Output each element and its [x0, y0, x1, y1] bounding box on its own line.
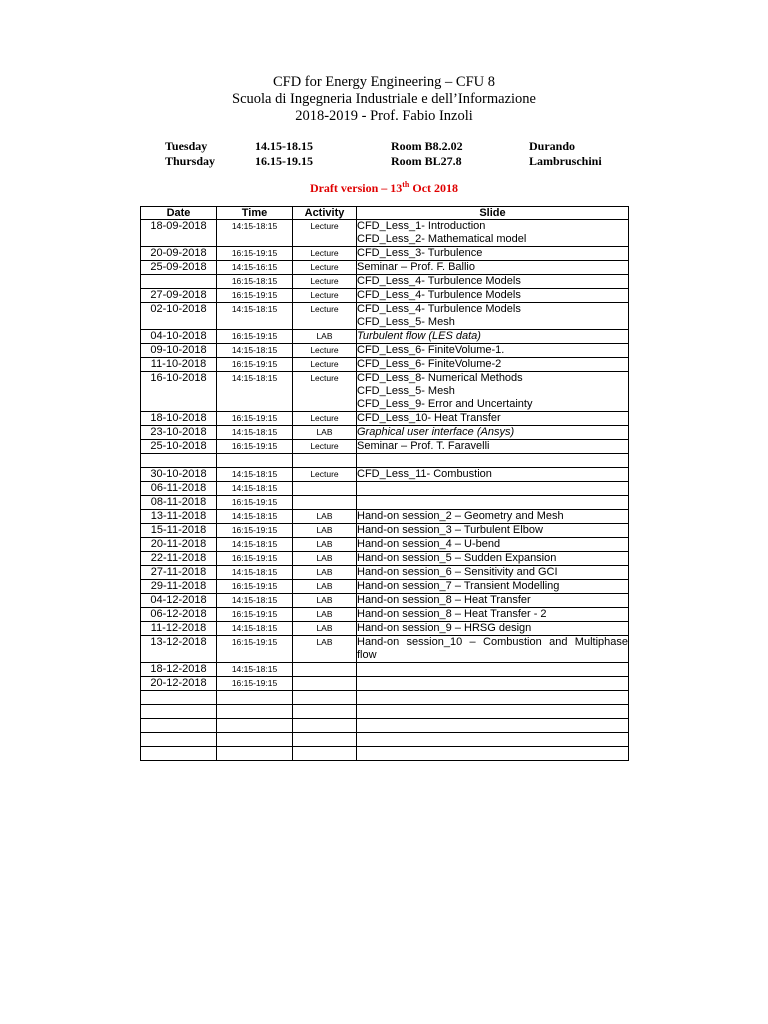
cell-time: 14:15-18:15 — [217, 426, 293, 440]
cell-time: 16:15-19:15 — [217, 677, 293, 691]
table-header-row — [141, 207, 629, 220]
slide-line: CFD_Less_1- Introduction — [357, 220, 486, 232]
table-row — [141, 412, 629, 426]
cell-date: 23-10-2018 — [141, 426, 217, 440]
slide-line: Hand-on session_3 – Turbulent Elbow — [357, 524, 543, 536]
cell-date: 20-09-2018 — [141, 247, 217, 261]
cell-activity: Lecture — [293, 440, 357, 454]
cell-slide — [357, 733, 629, 747]
cell-slide — [357, 496, 629, 510]
table-row — [141, 705, 629, 719]
column-header-slide: Slide — [357, 207, 629, 220]
cell-activity: LAB — [293, 330, 357, 344]
cell-slide — [357, 566, 629, 580]
cell-time — [217, 454, 293, 468]
slide-line — [357, 663, 628, 676]
cell-time: 16:15-19:15 — [217, 552, 293, 566]
cell-time — [217, 705, 293, 719]
table-row — [141, 566, 629, 580]
cell-date: 11-12-2018 — [141, 622, 217, 636]
slide-line: CFD_Less_5- Mesh — [357, 316, 455, 328]
cell-activity: LAB — [293, 538, 357, 552]
schedule-time: 16.15-19.15 — [255, 154, 313, 168]
slide-line: CFD_Less_10- Heat Transfer — [357, 412, 501, 424]
slide-line: Graphical user interface (Ansys) — [357, 426, 515, 438]
slide-line: CFD_Less_3- Turbulence — [357, 247, 483, 259]
cell-slide — [357, 747, 629, 761]
cell-date — [141, 705, 217, 719]
cell-slide — [357, 358, 629, 372]
cell-date: 13-12-2018 — [141, 636, 217, 663]
course-title: CFD for Energy Engineering – CFU 8 — [272, 74, 496, 90]
cell-time: 16:15-19:15 — [217, 608, 293, 622]
cell-date: 09-10-2018 — [141, 344, 217, 358]
slide-line — [357, 747, 628, 760]
cell-time: 16:15-19:15 — [217, 440, 293, 454]
cell-time: 14:15-18:15 — [217, 344, 293, 358]
cell-slide — [357, 220, 629, 247]
slide-line: CFD_Less_2- Mathematical model — [357, 233, 527, 245]
cell-activity — [293, 733, 357, 747]
cell-date: 04-12-2018 — [141, 594, 217, 608]
draft-sup: th — [402, 180, 410, 189]
cell-slide — [357, 289, 629, 303]
cell-activity: LAB — [293, 594, 357, 608]
cell-activity: LAB — [293, 510, 357, 524]
slide-line: CFD_Less_11- Combustion — [357, 468, 492, 480]
draft-suffix: Oct 2018 — [409, 181, 459, 195]
column-header-time: Time — [217, 207, 293, 220]
cell-time — [217, 691, 293, 705]
cell-activity: Lecture — [293, 358, 357, 372]
cell-activity: LAB — [293, 636, 357, 663]
table-row — [141, 594, 629, 608]
slide-line: Hand-on session_5 – Sudden Expansion — [357, 552, 557, 564]
slide-line: Hand-on session_10 – Combustion and Multiphase flow — [357, 636, 628, 661]
cell-slide — [357, 440, 629, 454]
cell-time: 16:15-19:15 — [217, 580, 293, 594]
cell-date: 20-12-2018 — [141, 677, 217, 691]
slide-line: Hand-on session_8 – Heat Transfer - 2 — [357, 608, 547, 620]
slide-line — [357, 705, 628, 718]
cell-date — [141, 691, 217, 705]
table-row — [141, 247, 629, 261]
cell-activity: LAB — [293, 580, 357, 594]
cell-time: 16:15-19:15 — [217, 636, 293, 663]
draft-version-note — [0, 180, 768, 196]
document-header — [0, 74, 768, 125]
cell-slide — [357, 524, 629, 538]
cell-slide — [357, 468, 629, 482]
cell-time: 16:15-19:15 — [217, 412, 293, 426]
slide-line — [357, 496, 628, 509]
cell-time: 16:15-19:15 — [217, 289, 293, 303]
cell-time — [217, 719, 293, 733]
cell-activity — [293, 719, 357, 733]
cell-time: 14:15-18:15 — [217, 468, 293, 482]
cell-date — [141, 747, 217, 761]
slide-line: CFD_Less_6- FiniteVolume-2 — [357, 358, 502, 370]
cell-activity — [293, 482, 357, 496]
cell-slide — [357, 275, 629, 289]
slide-line: Turbulent flow (LES data) — [357, 330, 481, 342]
cell-time: 14:15-18:15 — [217, 594, 293, 608]
cell-activity — [293, 747, 357, 761]
schedule-room: Room B8.2.02 — [391, 139, 463, 153]
table-row — [141, 747, 629, 761]
slide-line: Hand-on session_8 – Heat Transfer — [357, 594, 531, 606]
table-row — [141, 275, 629, 289]
slide-line: CFD_Less_4- Turbulence Models — [357, 303, 521, 315]
cell-date: 11-10-2018 — [141, 358, 217, 372]
table-row — [141, 510, 629, 524]
cell-time — [217, 747, 293, 761]
cell-time: 14:15-18:15 — [217, 663, 293, 677]
cell-activity: LAB — [293, 426, 357, 440]
cell-activity — [293, 454, 357, 468]
schedule-day: Tuesday — [165, 139, 208, 153]
table-row — [141, 677, 629, 691]
slide-line: CFD_Less_5- Mesh — [357, 385, 455, 397]
slide-line: Seminar – Prof. T. Faravelli — [357, 440, 490, 452]
slide-line: CFD_Less_8- Numerical Methods — [357, 372, 523, 384]
cell-slide — [357, 303, 629, 330]
cell-activity: Lecture — [293, 303, 357, 330]
cell-date: 27-09-2018 — [141, 289, 217, 303]
year-professor: 2018-2019 - Prof. Fabio Inzoli — [295, 108, 473, 124]
cell-time: 16:15-18:15 — [217, 275, 293, 289]
cell-slide — [357, 594, 629, 608]
cell-date: 18-12-2018 — [141, 663, 217, 677]
cell-slide — [357, 344, 629, 358]
cell-activity: LAB — [293, 552, 357, 566]
cell-time: 14:15-18:15 — [217, 622, 293, 636]
cell-activity: LAB — [293, 608, 357, 622]
cell-slide — [357, 261, 629, 275]
cell-date: 27-11-2018 — [141, 566, 217, 580]
table-row — [141, 426, 629, 440]
cell-slide — [357, 691, 629, 705]
cell-time — [217, 733, 293, 747]
slide-line: Hand-on session_2 – Geometry and Mesh — [357, 510, 564, 522]
cell-slide — [357, 705, 629, 719]
slide-line: Hand-on session_6 – Sensitivity and GCI — [357, 566, 558, 578]
table-row — [141, 358, 629, 372]
table-body — [141, 220, 629, 761]
cell-date: 13-11-2018 — [141, 510, 217, 524]
cell-activity: LAB — [293, 622, 357, 636]
cell-activity — [293, 705, 357, 719]
cell-activity: Lecture — [293, 468, 357, 482]
table-row — [141, 261, 629, 275]
cell-date: 22-11-2018 — [141, 552, 217, 566]
cell-date: 08-11-2018 — [141, 496, 217, 510]
cell-time: 14:15-18:15 — [217, 303, 293, 330]
cell-date — [141, 719, 217, 733]
cell-date: 20-11-2018 — [141, 538, 217, 552]
cell-slide — [357, 636, 629, 663]
table-row — [141, 303, 629, 330]
table-row — [141, 538, 629, 552]
cell-date: 04-10-2018 — [141, 330, 217, 344]
cell-activity: Lecture — [293, 247, 357, 261]
cell-slide — [357, 372, 629, 412]
cell-date: 02-10-2018 — [141, 303, 217, 330]
schedule-person: Lambruschini — [529, 154, 602, 168]
cell-slide — [357, 538, 629, 552]
cell-activity: LAB — [293, 524, 357, 538]
table-row — [141, 552, 629, 566]
cell-slide — [357, 622, 629, 636]
cell-time: 14:15-18:15 — [217, 482, 293, 496]
table-row — [141, 496, 629, 510]
cell-activity — [293, 677, 357, 691]
schedule-room: Room BL27.8 — [391, 154, 462, 168]
cell-slide — [357, 482, 629, 496]
cell-time: 16:15-19:15 — [217, 247, 293, 261]
slide-line — [357, 482, 628, 495]
cell-date: 29-11-2018 — [141, 580, 217, 594]
cell-activity: Lecture — [293, 344, 357, 358]
cell-date — [141, 454, 217, 468]
cell-slide — [357, 412, 629, 426]
cell-activity: Lecture — [293, 220, 357, 247]
cell-activity: Lecture — [293, 289, 357, 303]
slide-line: CFD_Less_6- FiniteVolume-1. — [357, 344, 505, 356]
table-row — [141, 289, 629, 303]
cell-date: 25-09-2018 — [141, 261, 217, 275]
cell-slide — [357, 719, 629, 733]
cell-activity: LAB — [293, 566, 357, 580]
cell-slide — [357, 677, 629, 691]
cell-date: 16-10-2018 — [141, 372, 217, 412]
slide-line — [357, 719, 628, 732]
draft-prefix: Draft version – 13 — [309, 181, 403, 195]
table-row — [141, 636, 629, 663]
column-header-date: Date — [141, 207, 217, 220]
slide-line — [357, 677, 628, 690]
cell-slide — [357, 580, 629, 594]
table-row — [141, 622, 629, 636]
cell-time: 14:15-18:15 — [217, 220, 293, 247]
slide-line: CFD_Less_4- Turbulence Models — [357, 289, 521, 301]
slide-line — [357, 454, 628, 467]
cell-date — [141, 733, 217, 747]
cell-activity — [293, 663, 357, 677]
cell-slide — [357, 663, 629, 677]
cell-time: 14:15-18:15 — [217, 566, 293, 580]
table-row — [141, 482, 629, 496]
cell-time: 16:15-19:15 — [217, 496, 293, 510]
cell-slide — [357, 426, 629, 440]
cell-activity: Lecture — [293, 275, 357, 289]
schedule-person: Durando — [529, 139, 576, 153]
table-row — [141, 454, 629, 468]
cell-date: 06-12-2018 — [141, 608, 217, 622]
table-row — [141, 733, 629, 747]
column-header-activity: Activity — [293, 207, 357, 220]
cell-slide — [357, 330, 629, 344]
cell-time: 14:15-18:15 — [217, 538, 293, 552]
slide-line: CFD_Less_9- Error and Uncertainty — [357, 398, 533, 410]
slide-line: Hand-on session_7 – Transient Modelling — [357, 580, 560, 592]
schedule-time: 14.15-18.15 — [255, 139, 313, 153]
table-row — [141, 330, 629, 344]
table-row — [141, 719, 629, 733]
cell-activity: Lecture — [293, 261, 357, 275]
table-row — [141, 691, 629, 705]
cell-date — [141, 275, 217, 289]
table-row — [141, 580, 629, 594]
cell-time: 16:15-19:15 — [217, 358, 293, 372]
cell-time: 14:15-16:15 — [217, 261, 293, 275]
cell-date: 25-10-2018 — [141, 440, 217, 454]
cell-slide — [357, 247, 629, 261]
table-row — [141, 663, 629, 677]
cell-time: 14:15-18:15 — [217, 510, 293, 524]
cell-slide — [357, 608, 629, 622]
slide-line: Hand-on session_9 – HRSG design — [357, 622, 532, 634]
cell-slide — [357, 454, 629, 468]
cell-slide — [357, 510, 629, 524]
table-row — [141, 372, 629, 412]
cell-activity — [293, 496, 357, 510]
slide-line: CFD_Less_4- Turbulence Models — [357, 275, 521, 287]
table-row — [141, 524, 629, 538]
table-row — [141, 440, 629, 454]
table-row — [141, 608, 629, 622]
cell-slide — [357, 552, 629, 566]
schedule-day: Thursday — [165, 154, 216, 168]
cell-date: 06-11-2018 — [141, 482, 217, 496]
slide-line — [357, 733, 628, 746]
slide-line — [357, 691, 628, 704]
school-name: Scuola di Ingegneria Industriale e dell’Informazione — [232, 91, 536, 107]
table-row — [141, 468, 629, 482]
cell-date: 18-10-2018 — [141, 412, 217, 426]
course-calendar-table — [140, 206, 629, 761]
cell-time: 14:15-18:15 — [217, 372, 293, 412]
cell-date: 30-10-2018 — [141, 468, 217, 482]
cell-date: 18-09-2018 — [141, 220, 217, 247]
slide-line: Hand-on session_4 – U-bend — [357, 538, 501, 550]
table-row — [141, 220, 629, 247]
slide-line: Seminar – Prof. F. Ballio — [357, 261, 475, 273]
cell-activity: Lecture — [293, 372, 357, 412]
cell-time: 16:15-19:15 — [217, 330, 293, 344]
cell-activity: Lecture — [293, 412, 357, 426]
table-row — [141, 344, 629, 358]
cell-activity — [293, 691, 357, 705]
cell-date: 15-11-2018 — [141, 524, 217, 538]
cell-time: 16:15-19:15 — [217, 524, 293, 538]
